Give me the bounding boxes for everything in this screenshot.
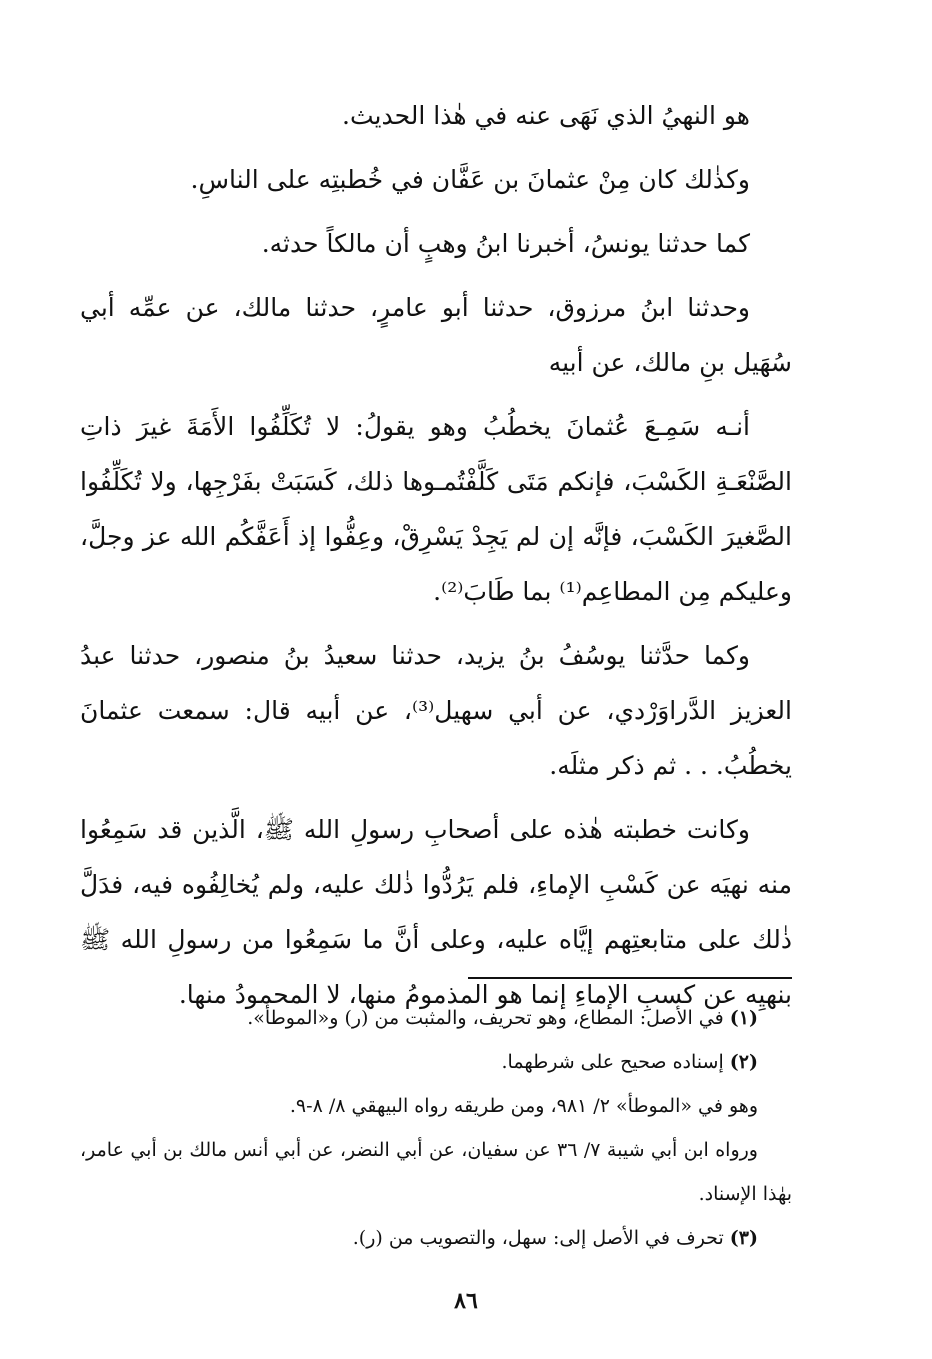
paragraph-5-hadith-text: أنـه سَمِـعَ عُثمانَ يخطُبُ وهو يقولُ: لا تُكَلِّفُوا الأَمَةَ غيرَ ذاتِ الصَّنْعَـةِ الكَسْبَ، فإنكم مَتَى كَلَّفْتُمـوها ذلك، كَسَبَتْ بفَرْجِها، ولا تُكَلِّفُوا الصَّغيرَ الكَسْبَ، فإنَّه إن لم يَجِدْ يَسْرِقْ، وعِفُّوا إذ أَعَفَّكُم الله عز وجلَّ، وعليكم مِن المطاعِم⁽¹⁾ بما طَابَ⁽²⁾.: [80, 412, 792, 606]
footnote-text: ورواه ابن أبي شيبة ٧/ ٣٦ عن سفيان، عن أبي النضر، عن أبي أنس مالك بن أبي عامر، بهٰذا الإسناد.: [80, 1139, 792, 1205]
footnote-number: (٢): [729, 1051, 758, 1073]
paragraph-2: وكذٰلك كان مِنْ عثمانَ بن عَفَّان في خُطبتِه على الناسِ.: [190, 165, 750, 194]
footnote-3: [80, 1216, 792, 1260]
paragraph-3: كما حدثنا يونسُ، أخبرنا ابنُ وهبٍ أن مالكاً حدثه.: [261, 229, 750, 258]
footnotes: [80, 996, 792, 1260]
paragraph-4: وحدثنا ابنُ مرزوق، حدثنا أبو عامرٍ، حدثنا مالك، عن عمِّه أبي سُهَيل بنِ مالك، عن أبيه: [80, 293, 792, 377]
footnote-number: (٣): [729, 1227, 758, 1249]
paragraph-6: وكما حدَّثنا يوسُفُ بنُ يزيد، حدثنا سعيدُ بنُ منصور، حدثنا عبدُ العزيز الدَّراوَرْدي، عن أبي سهيل⁽³⁾، عن أبيه قال: سمعت عثمانَ يخطُبُ. . . ثم ذكر مثلَه.: [80, 641, 792, 780]
footnote-2-continuation-a: [80, 1084, 792, 1128]
footnote-text: تحرف في الأصل إلى: سهل، والتصويب من (ر).: [352, 1227, 724, 1249]
footnote-text: في الأصل: المطاع، وهو تحريف، والمثبت من (ر) و«الموطأ».: [247, 1007, 724, 1029]
footnote-2-continuation-b: [80, 1128, 792, 1216]
page-number: ٨٦: [454, 1288, 478, 1314]
footnote-text: إسناده صحيح على شرطهما.: [501, 1051, 724, 1073]
footnote-1: [80, 996, 792, 1040]
footnote-text: وهو في «الموطأ» ٢/ ٩٨١، ومن طريقه رواه البيهقي ٨/ ٨-٩.: [289, 1095, 758, 1117]
paragraph-1: هو النهيُ الذي نَهَى عنه في هٰذا الحديث.: [342, 101, 750, 130]
paragraph-7: وكانت خطبته هٰذه على أصحابِ رسولِ الله ﷺ، الَّذين قد سَمِعُوا منه نهيَه عن كَسْبِ الإماءِ، فلم يَرُدُّوا ذٰلك عليه، ولم يُخالِفُوه فيه، فدَلَّ ذٰلك على متابعتِهم إيَّاه عليه، وعلى أنَّ ما سَمِعُوا من رسولِ الله ﷺ بنهيِه عن كسبِ الإماءِ إنما هو المذمومُ منها، لا المحمودُ منها.: [80, 815, 792, 1009]
footnote-2: [80, 1040, 792, 1084]
footnote-number: (١): [729, 1007, 758, 1029]
footnote-divider: [468, 977, 792, 979]
main-text: [80, 88, 792, 1031]
